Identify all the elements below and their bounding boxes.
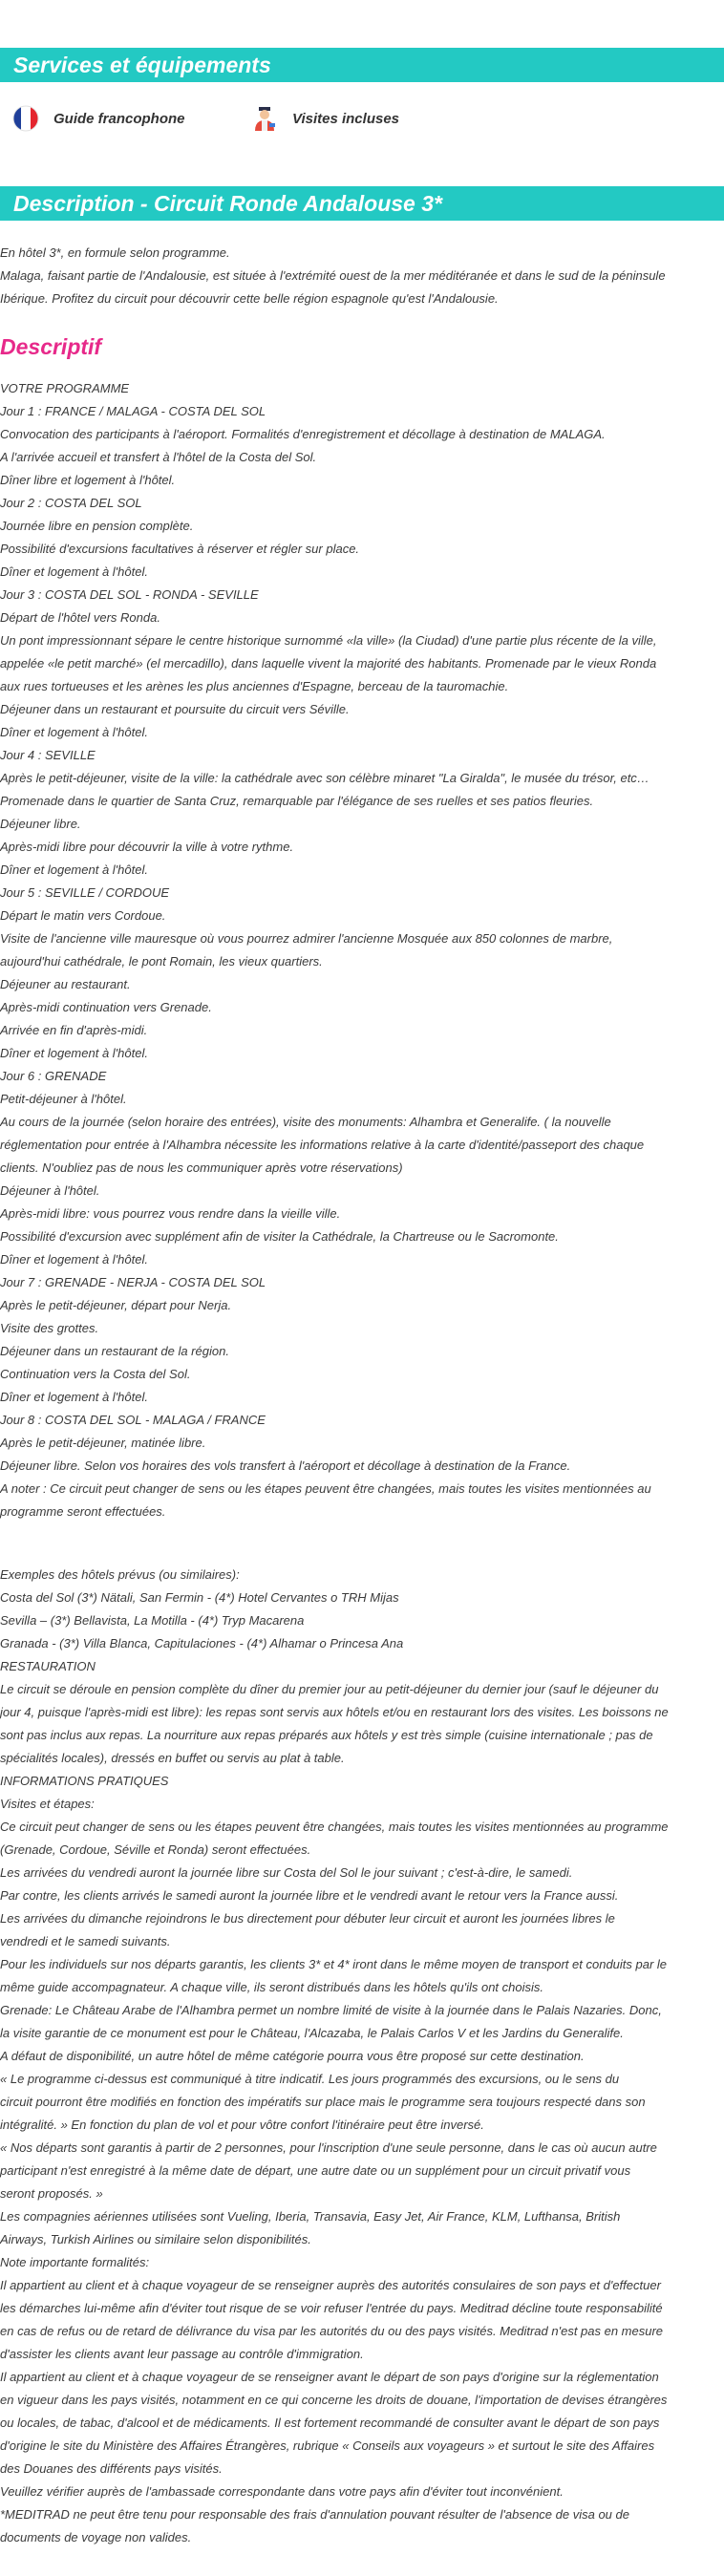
text-line: circuit pourront être modifiés en fonction des impératifs sur place mais le programme sera toujours respecté dans son: [0, 2095, 646, 2109]
text-line: Arrivée en fin d'après-midi.: [0, 1023, 148, 1037]
text-line: Dîner et logement à l'hôtel.: [0, 725, 148, 739]
text-line: VOTRE PROGRAMME: [0, 381, 130, 395]
text-line: Jour 7 : GRENADE - NERJA - COSTA DEL SOL: [0, 1275, 266, 1289]
text-line: Costa del Sol (3*) Nätali, San Fermin - (4*) Hotel Cervantes o TRH Mijas: [0, 1590, 399, 1605]
description-title: Description - Circuit Ronde Andalouse 3*: [13, 191, 442, 216]
text-line: aux rues tortueuses et les arènes les plus anciennes d'Espagne, berceau de la tauromachie.: [0, 679, 509, 693]
text-line: participant n'est enregistré à la même date de départ, une autre date ou un supplément pour un circuit privatif vous: [0, 2163, 631, 2178]
text-line: Déjeuner dans un restaurant de la région.: [0, 1344, 229, 1358]
text-line: « Nos départs sont garantis à partir de 2 personnes, pour l'inscription d'une seule personne, dans le cas où aucun autre: [0, 2140, 657, 2155]
text-line: Départ le matin vers Cordoue.: [0, 908, 166, 923]
text-line: A noter : Ce circuit peut changer de sens ou les étapes peuvent être changées, mais toutes les visites mentionnées au: [0, 1481, 651, 1496]
text-line: Déjeuner au restaurant.: [0, 977, 131, 991]
text-line: Jour 6 : GRENADE: [0, 1069, 107, 1083]
text-line: Airways, Turkish Airlines ou similaire selon disponibilités.: [0, 2232, 311, 2246]
text-line: les démarches lui-même afin d'éviter tout risque de se voir refuser l'entrée du pays. Meditrad décline toute responsabilité: [0, 2301, 663, 2315]
text-line: la visite garantie de ce monument est pour le Château, l'Alcazaba, le Palais Carlos V et les Jardins du Generalife.: [0, 2026, 624, 2040]
text-line: Jour 3 : COSTA DEL SOL - RONDA - SEVILLE: [0, 587, 259, 602]
text-line: réglementation pour entrée à l'Alhambra nécessite les informations relative à la carte d'identité/passeport des chaque: [0, 1138, 645, 1152]
text-line: Départ de l'hôtel vers Ronda.: [0, 610, 160, 625]
programme-text: [0, 377, 724, 1523]
text-line: Note importante formalités:: [0, 2255, 150, 2269]
text-line: (Grenade, Cordoue, Séville et Ronda) seront effectuées.: [0, 1842, 311, 1857]
text-line: en vigueur dans les pays visités, notamment en ce qui concerne les droits de douane, l'importation de devises étrangères: [0, 2393, 668, 2407]
services-header: [0, 48, 724, 82]
text-line: Grenade: Le Château Arabe de l'Alhambra permet un nombre limité de visite à la journée dans le Palais Nazaries. Donc,: [0, 2003, 662, 2017]
service-item-visits: [250, 103, 399, 134]
text-line: Jour 1 : FRANCE / MALAGA - COSTA DEL SOL: [0, 404, 266, 418]
text-line: des Douanes des différents pays visités.: [0, 2461, 223, 2476]
service-label-visits: Visites incluses: [292, 110, 400, 127]
service-item-guide: [11, 103, 185, 134]
service-label-guide: Guide francophone: [53, 110, 185, 127]
text-line: intégralité. » En fonction du plan de vol et pour vôtre confort l'itinéraire peut être inversé.: [0, 2118, 484, 2132]
text-line: Visite des grottes.: [0, 1321, 99, 1335]
text-line: Après-midi libre pour découvrir la ville à votre rythme.: [0, 840, 294, 854]
text-line: « Le programme ci-dessus est communiqué à titre indicatif. Les jours programmés des excursions, ou le sens du: [0, 2072, 620, 2086]
text-line: INFORMATIONS PRATIQUES: [0, 1774, 169, 1788]
text-line: Il appartient au client et à chaque voyageur de se renseigner avant le départ de son pays d'origine sur la réglementation: [0, 2370, 659, 2384]
intro-line: Malaga, faisant partie de l'Andalousie, est située à l'extrémité ouest de la mer méditéranée et dans le sud de la péninsule: [0, 268, 666, 283]
text-line: A l'arrivée accueil et transfert à l'hôtel de la Costa del Sol.: [0, 450, 317, 464]
text-line: jour 4, puisque l'après-midi est libre): les repas sont servis aux hôtels et/ou en restaurant lors des visites. Les boissons ne: [0, 1705, 669, 1719]
text-line: Ce circuit peut changer de sens ou les étapes peuvent être changées, mais toutes les visites mentionnées au programme: [0, 1820, 669, 1834]
text-line: Possibilité d'excursion avec supplément afin de visiter la Cathédrale, la Chartreuse ou le Sacromonte.: [0, 1229, 559, 1244]
text-line: aujourd'hui cathédrale, le pont Romain, les vieux quartiers.: [0, 954, 323, 969]
text-line: ou locales, de tabac, d'alcool et de médicaments. Il est fortement recommandé de consulter avant le départ de son pays: [0, 2416, 660, 2430]
text-line: Dîner et logement à l'hôtel.: [0, 1046, 148, 1060]
text-line: Dîner libre et logement à l'hôtel.: [0, 473, 176, 487]
text-line: *MEDITRAD ne peut être tenu pour responsable des frais d'annulation pouvant résulter de l'absence de visa ou de: [0, 2507, 629, 2522]
text-line: Après-midi continuation vers Grenade.: [0, 1000, 212, 1014]
text-line: Au cours de la journée (selon horaire des entrées), visite des monuments: Alhambra et Generalife. ( la nouvelle: [0, 1115, 611, 1129]
intro-line: En hôtel 3*, en formule selon programme.: [0, 245, 230, 260]
text-line: clients. N'oubliez pas de nous les communiquer après votre réservations): [0, 1160, 403, 1175]
text-line: Le circuit se déroule en pension complète du dîner du premier jour au petit-déjeuner du dernier jour (sauf le déjeuner du: [0, 1682, 659, 1696]
text-line: Possibilité d'excursions facultatives à réserver et régler sur place.: [0, 542, 360, 556]
text-line: Jour 4 : SEVILLE: [0, 748, 96, 762]
text-line: Jour 2 : COSTA DEL SOL: [0, 496, 142, 510]
services-title: Services et équipements: [13, 53, 271, 77]
text-line: même guide accompagnateur. A chaque ville, ils seront distribués dans les hôtels qu'ils ont choisis.: [0, 1980, 544, 1994]
text-line: Promenade dans le quartier de Santa Cruz, remarquable par l'élégance de ses ruelles et ses patios fleuries.: [0, 794, 594, 808]
text-line: vendredi et le samedi suivants.: [0, 1934, 171, 1948]
text-line: Dîner et logement à l'hôtel.: [0, 564, 148, 579]
text-line: Les arrivées du vendredi auront la journée libre sur Costa del Sol le jour suivant ; c'est-à-dire, le samedi.: [0, 1865, 573, 1880]
text-line: Journée libre en pension complète.: [0, 519, 194, 533]
text-line: Veuillez vérifier auprès de l'ambassade correspondante dans votre pays afin d'éviter tout inconvénient.: [0, 2484, 564, 2499]
text-line: Déjeuner libre. Selon vos horaires des vols transfert à l'aéroport et décollage à destination de la France.: [0, 1458, 571, 1473]
text-line: Visite de l'ancienne ville mauresque où vous pourrez admirer l'ancienne Mosquée aux 850 colonnes de marbre,: [0, 931, 613, 946]
text-line: Jour 8 : COSTA DEL SOL - MALAGA / FRANCE: [0, 1413, 266, 1427]
text-line: Déjeuner dans un restaurant et poursuite du circuit vers Séville.: [0, 702, 350, 716]
text-line: appelée «le petit marché» (el mercadillo), dans laquelle vivent la majorité des habitants. Promenade par le vieux Ronda: [0, 656, 657, 671]
intro-line: Ibérique. Profitez du circuit pour découvrir cette belle région espagnole qu'est l'Andalousie.: [0, 291, 499, 306]
tour-guide-icon: [250, 104, 279, 133]
text-line: Dîner et logement à l'hôtel.: [0, 862, 148, 877]
text-line: programme seront effectuées.: [0, 1504, 166, 1519]
text-line: Après-midi libre: vous pourrez vous rendre dans la vieille ville.: [0, 1206, 341, 1221]
text-line: sont pas inclus aux repas. La nourriture aux repas préparés aux hôtels y est très simple (cuisine internationale ; pas de: [0, 1728, 653, 1742]
text-line: Déjeuner à l'hôtel.: [0, 1183, 100, 1198]
text-line: Sevilla – (3*) Bellavista, La Motilla - (4*) Tryp Macarena: [0, 1613, 305, 1628]
text-line: Déjeuner libre.: [0, 817, 81, 831]
text-line: Un pont impressionnant sépare le centre historique surnommé «la ville» (la Ciudad) d'une partie plus récente de la ville,: [0, 633, 657, 648]
text-line: Continuation vers la Costa del Sol.: [0, 1367, 191, 1381]
text-line: d'assister les clients avant leur passage au contrôle d'immigration.: [0, 2347, 364, 2361]
text-line: Petit-déjeuner à l'hôtel.: [0, 1092, 127, 1106]
text-line: Granada - (3*) Villa Blanca, Capitulaciones - (4*) Alhamar o Princesa Ana: [0, 1636, 404, 1650]
text-line: Exemples des hôtels prévus (ou similaires):: [0, 1567, 240, 1582]
text-line: Visites et étapes:: [0, 1797, 95, 1811]
text-line: A défaut de disponibilité, un autre hôtel de même catégorie pourra vous être proposé sur cette destination.: [0, 2049, 585, 2063]
text-line: Les arrivées du dimanche rejoindrons le bus directement pour débuter leur circuit et auront les journées libres le: [0, 1911, 615, 1926]
text-line: en cas de refus ou de retard de délivrance du visa par les autorités du ou des pays visités. Meditrad n'est pas en mesure: [0, 2324, 664, 2338]
text-line: Dîner et logement à l'hôtel.: [0, 1252, 148, 1267]
france-flag-icon: [11, 104, 40, 133]
text-line: spécialités locales), dressés en buffet ou servis au plat à table.: [0, 1751, 345, 1765]
description-intro: [0, 242, 724, 310]
text-line: Après le petit-déjeuner, matinée libre.: [0, 1436, 206, 1450]
text-line: Après le petit-déjeuner, départ pour Nerja.: [0, 1298, 232, 1312]
text-line: RESTAURATION: [0, 1659, 96, 1673]
practical-info-text: [0, 1564, 724, 2549]
description-header: [0, 186, 724, 221]
text-line: Jour 5 : SEVILLE / CORDOUE: [0, 885, 170, 900]
text-line: Il appartient au client et à chaque voyageur de se renseigner auprès des autorités consulaires de son pays et d'effectuer: [0, 2278, 661, 2292]
text-line: Les compagnies aériennes utilisées sont Vueling, Iberia, Transavia, Easy Jet, Air France, KLM, Lufthansa, British: [0, 2209, 621, 2224]
text-line: Convocation des participants à l'aéroport. Formalités d'enregistrement et décollage à destination de MALAGA.: [0, 427, 606, 441]
text-line: d'origine le site du Ministère des Affaires Étrangères, rubrique « Conseils aux voyageurs » et surtout le site des Affaires: [0, 2438, 655, 2453]
text-line: Par contre, les clients arrivés le samedi auront la journée libre et le vendredi avant le retour vers la France aussi.: [0, 1888, 619, 1903]
text-line: documents de voyage non valides.: [0, 2530, 192, 2544]
text-line: Pour les individuels sur nos départs garantis, les clients 3* et 4* iront dans le même moyen de transport et conduits par le: [0, 1957, 668, 1971]
text-line: seront proposés. »: [0, 2186, 103, 2201]
text-line: Après le petit-déjeuner, visite de la ville: la cathédrale avec son célèbre minaret "La Giralda", le musée du trésor, etc…: [0, 771, 649, 785]
text-line: Dîner et logement à l'hôtel.: [0, 1390, 148, 1404]
descriptif-heading: Descriptif: [0, 334, 102, 359]
